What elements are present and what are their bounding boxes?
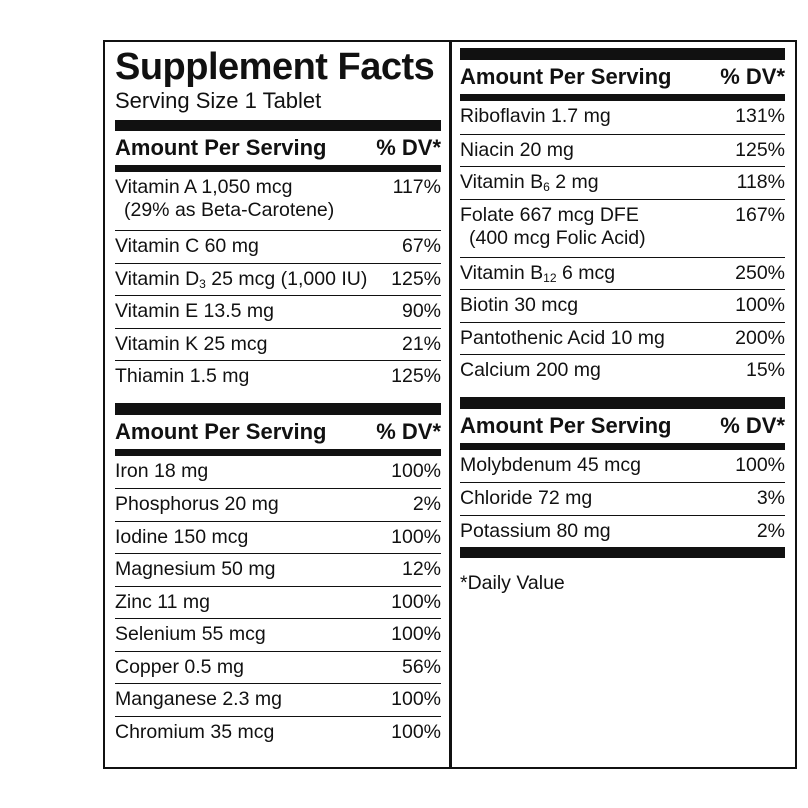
nutrient-name-text: Manganese 2.3 mg — [115, 688, 282, 710]
daily-value-percent: 117% — [392, 176, 441, 198]
nutrient-row — [115, 683, 441, 716]
nutrient-name-text: Phosphorus 20 mg — [115, 493, 279, 515]
nutrient-name — [460, 294, 578, 322]
nutrient-name-text: Copper 0.5 mg — [115, 655, 244, 678]
section-header — [115, 415, 441, 449]
daily-value-percent: 100% — [391, 688, 441, 710]
daily-value-percent: 3% — [756, 487, 785, 509]
nutrient-name-text: Thiamin 1.5 mg — [115, 365, 250, 387]
daily-value-percent: 118% — [736, 171, 785, 193]
thick-divider — [115, 449, 441, 456]
nutrient-row — [115, 360, 441, 393]
nutrient-name — [115, 333, 267, 361]
nutrient-name-text: Niacin 20 mg — [460, 138, 574, 161]
nutrient-name-text: Molybdenum 45 mcg — [460, 453, 642, 476]
nutrient-name — [115, 656, 244, 684]
nutrient-name-text: Potassium 80 mg — [460, 519, 611, 542]
nutrient-row — [460, 257, 785, 290]
nutrient-row — [460, 450, 785, 483]
nutrient-name-part: Vitamin B — [460, 171, 544, 193]
nutrient-subscript: 6 — [543, 180, 550, 195]
nutrient-name-text: Vitamin K 25 mcg — [115, 332, 268, 355]
nutrient-name — [115, 460, 208, 489]
daily-value-percent: 21% — [401, 332, 441, 355]
nutrient-name — [115, 558, 275, 586]
nutrient-row — [115, 295, 441, 328]
daily-value-percent: 100% — [391, 459, 441, 482]
thick-divider — [460, 94, 785, 101]
nutrient-name — [460, 139, 574, 167]
nutrient-row — [460, 101, 785, 134]
thick-divider — [115, 120, 441, 131]
nutrient-name — [115, 526, 248, 554]
nutrient-subscript: 12 — [543, 270, 557, 285]
nutrient-name — [115, 721, 274, 749]
nutrient-name-text: Vitamin C 60 mg — [115, 235, 259, 257]
thick-divider — [460, 443, 785, 450]
right-panel — [450, 40, 797, 769]
nutrient-row — [460, 166, 785, 199]
nutrient-name — [115, 300, 274, 328]
nutrient-list — [115, 456, 441, 749]
nutrient-row — [115, 618, 441, 651]
nutrient-name — [460, 262, 615, 290]
daily-value-percent: 100% — [391, 525, 441, 548]
nutrient-name-text: Riboflavin 1.7 mg — [460, 105, 611, 127]
nutrient-row — [115, 263, 441, 296]
nutrient-name-text: Biotin 30 mcg — [460, 294, 579, 316]
nutrient-name-text: Vitamin E 13.5 mg — [115, 300, 274, 322]
serving-size: Serving Size 1 Tablet — [115, 88, 322, 113]
daily-value-percent: 100% — [735, 294, 785, 316]
nutrient-name-part: Vitamin D — [115, 267, 200, 290]
nutrient-row — [115, 230, 441, 263]
page-title: Supplement Facts — [115, 46, 435, 88]
daily-value-percent: 100% — [391, 623, 441, 645]
thick-divider — [460, 48, 785, 60]
nutrient-list — [460, 101, 785, 387]
daily-value-percent: 167% — [735, 203, 785, 226]
nutrient-name-text: Pantothenic Acid 10 mg — [460, 326, 665, 349]
nutrient-name — [115, 268, 367, 296]
nutrient-row — [115, 553, 441, 586]
daily-value-percent: 100% — [735, 453, 785, 476]
nutrient-row — [115, 716, 441, 749]
daily-value-percent: 100% — [391, 720, 441, 743]
nutrient-name — [460, 454, 641, 483]
daily-value-percent: 125% — [391, 365, 441, 387]
nutrient-name-text: Magnesium 50 mg — [115, 558, 276, 580]
nutrient-name-part: 25 mcg (1,000 IU) — [205, 267, 368, 290]
daily-value-percent: 2% — [412, 493, 441, 515]
nutrient-row — [115, 488, 441, 521]
nutrient-list — [460, 450, 785, 548]
nutrient-row — [115, 456, 441, 489]
nutrient-row — [460, 515, 785, 548]
amount-header: Amount Per Serving — [115, 135, 327, 160]
nutrient-row — [115, 586, 441, 619]
dv-header: % DV* — [720, 64, 785, 89]
nutrient-row — [460, 482, 785, 515]
nutrient-name — [460, 359, 601, 387]
nutrient-name-text: Zinc 11 mg — [115, 590, 211, 613]
nutrient-list — [115, 172, 441, 393]
nutrient-name — [460, 105, 611, 134]
nutrient-name-text: Chromium 35 mcg — [115, 720, 275, 743]
nutrient-name — [115, 176, 334, 230]
daily-value-percent: 2% — [756, 519, 785, 542]
nutrient-detail: (29% as Beta-Carotene) — [124, 199, 335, 221]
nutrient-name — [460, 487, 592, 515]
daily-value-percent: 250% — [735, 261, 785, 284]
nutrient-subscript: 3 — [199, 276, 206, 291]
nutrient-row — [115, 521, 441, 554]
nutrient-row — [460, 134, 785, 167]
amount-header: Amount Per Serving — [460, 64, 672, 89]
left-panel — [103, 40, 451, 769]
dv-header: % DV* — [720, 412, 785, 438]
daily-value-percent: 15% — [745, 359, 785, 381]
thick-divider — [115, 165, 441, 172]
thick-divider — [460, 397, 785, 409]
thick-divider — [115, 403, 441, 415]
daily-value-percent: 125% — [735, 138, 785, 161]
nutrient-name-part: Vitamin B — [460, 261, 544, 284]
daily-value-percent: 12% — [401, 558, 441, 580]
nutrient-name-text: Selenium 55 mcg — [115, 623, 266, 645]
daily-value-percent: 100% — [391, 590, 441, 613]
nutrient-row — [115, 172, 441, 230]
nutrient-row — [460, 322, 785, 355]
nutrient-name-text: Vitamin A 1,050 mcg — [115, 176, 293, 198]
section-header — [115, 131, 441, 165]
daily-value-percent: 90% — [401, 300, 441, 322]
section-header — [460, 409, 785, 443]
nutrient-name — [460, 204, 646, 257]
footnote: *Daily Value — [460, 572, 565, 594]
nutrient-row — [460, 199, 785, 257]
nutrient-detail: (400 mcg Folic Acid) — [469, 226, 646, 249]
nutrient-name-part: 6 mcg — [556, 261, 616, 284]
nutrient-name — [460, 520, 611, 548]
nutrient-name — [460, 171, 599, 199]
amount-header: Amount Per Serving — [460, 412, 672, 438]
nutrient-name — [115, 591, 210, 619]
nutrient-name — [115, 235, 259, 263]
daily-value-percent: 131% — [735, 105, 785, 127]
daily-value-percent: 67% — [401, 235, 441, 257]
nutrient-name-text: Iron 18 mg — [115, 459, 209, 482]
nutrient-name — [460, 327, 665, 355]
thick-divider — [460, 547, 785, 558]
daily-value-percent: 56% — [401, 655, 441, 678]
dv-header: % DV* — [376, 418, 441, 444]
nutrient-name-text: Chloride 72 mg — [460, 487, 593, 509]
section-header — [460, 60, 785, 94]
nutrient-row — [460, 354, 785, 387]
nutrient-name-part: 2 mg — [549, 171, 599, 193]
nutrient-name — [115, 493, 279, 521]
nutrient-name-text: Iodine 150 mcg — [115, 525, 249, 548]
nutrient-name-text: Folate 667 mcg DFE — [460, 203, 639, 226]
nutrient-row — [115, 328, 441, 361]
nutrient-name-text: Calcium 200 mg — [460, 359, 601, 381]
nutrient-name — [115, 688, 282, 716]
nutrient-row — [460, 289, 785, 322]
nutrient-name — [115, 365, 249, 393]
amount-header: Amount Per Serving — [115, 418, 327, 444]
nutrient-row — [115, 651, 441, 684]
nutrient-name — [115, 623, 266, 651]
daily-value-percent: 125% — [391, 267, 441, 290]
dv-header: % DV* — [376, 135, 441, 160]
daily-value-percent: 200% — [735, 326, 785, 349]
